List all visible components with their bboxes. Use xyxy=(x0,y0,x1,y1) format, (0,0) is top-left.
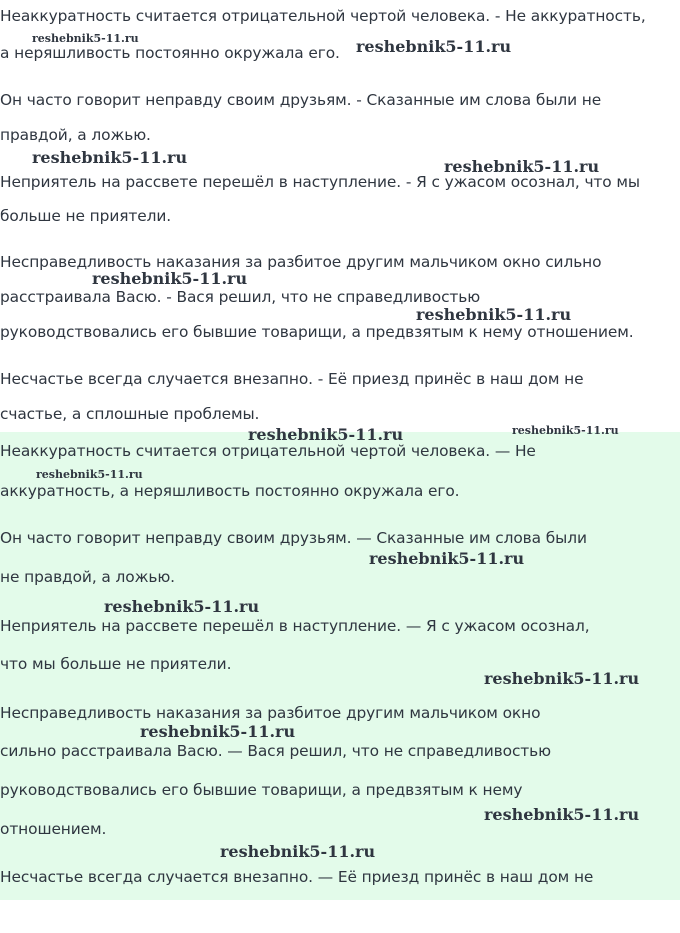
answer-line: руководствовались его бывшие товарищи, а предвзятым к нему xyxy=(0,781,523,799)
watermark: reshebnik5-11.ru xyxy=(484,669,640,688)
watermark: reshebnik5-11.ru xyxy=(36,468,143,481)
task-line: правдой, а ложью. xyxy=(0,126,151,144)
task-line: Он часто говорит неправду своим друзьям. - Сказанные им слова были не xyxy=(0,91,602,109)
answer-line: отношением. xyxy=(0,820,107,838)
watermark: reshebnik5-11.ru xyxy=(220,842,376,861)
watermark: reshebnik5-11.ru xyxy=(32,148,188,167)
watermark: reshebnik5-11.ru xyxy=(32,32,139,45)
task-line: Несчастье всегда случается внезапно. - Её приезд принёс в наш дом не xyxy=(0,370,584,388)
task-line: Неаккуратность считается отрицательной чертой человека. - Не аккуратность, xyxy=(0,7,646,25)
watermark: reshebnik5-11.ru xyxy=(356,37,512,56)
task-line: расстраивала Васю. - Вася решил, что не справедливостью xyxy=(0,288,481,306)
watermark: reshebnik5-11.ru xyxy=(512,424,619,437)
task-line: больше не приятели. xyxy=(0,207,172,225)
answer-line: Неаккуратность считается отрицательной чертой человека. — Не xyxy=(0,442,536,460)
answer-line: аккуратность, а неряшливость постоянно окружала его. xyxy=(0,482,460,500)
watermark: reshebnik5-11.ru xyxy=(92,269,248,288)
answer-line: Он часто говорит неправду своим друзьям. — Сказанные им слова были xyxy=(0,529,587,547)
watermark: reshebnik5-11.ru xyxy=(484,805,640,824)
answer-line: Несправедливость наказания за разбитое другим мальчиком окно xyxy=(0,704,541,722)
watermark: reshebnik5-11.ru xyxy=(416,305,572,324)
task-line: а неряшливость постоянно окружала его. xyxy=(0,44,340,62)
answer-line: Несчастье всегда случается внезапно. — Её приезд принёс в наш дом не xyxy=(0,868,594,886)
watermark: reshebnik5-11.ru xyxy=(248,425,404,444)
answer-line: сильно расстраивала Васю. — Вася решил, что не справедливостью xyxy=(0,742,551,760)
task-line: руководствовались его бывшие товарищи, а предвзятым к нему отношением. xyxy=(0,323,634,341)
task-line: счастье, а сплошные проблемы. xyxy=(0,405,260,423)
answer-line: не правдой, а ложью. xyxy=(0,568,175,586)
answer-line: что мы больше не приятели. xyxy=(0,655,232,673)
watermark: reshebnik5-11.ru xyxy=(140,722,296,741)
task-line: Несправедливость наказания за разбитое другим мальчиком окно сильно xyxy=(0,253,602,271)
task-line: Неприятель на рассвете перешёл в наступление. - Я с ужасом осознал, что мы xyxy=(0,173,640,191)
watermark: reshebnik5-11.ru xyxy=(104,597,260,616)
watermark: reshebnik5-11.ru xyxy=(369,549,525,568)
answer-line: Неприятель на рассвете перешёл в наступление. — Я с ужасом осознал, xyxy=(0,617,590,635)
watermark: reshebnik5-11.ru xyxy=(444,157,600,176)
